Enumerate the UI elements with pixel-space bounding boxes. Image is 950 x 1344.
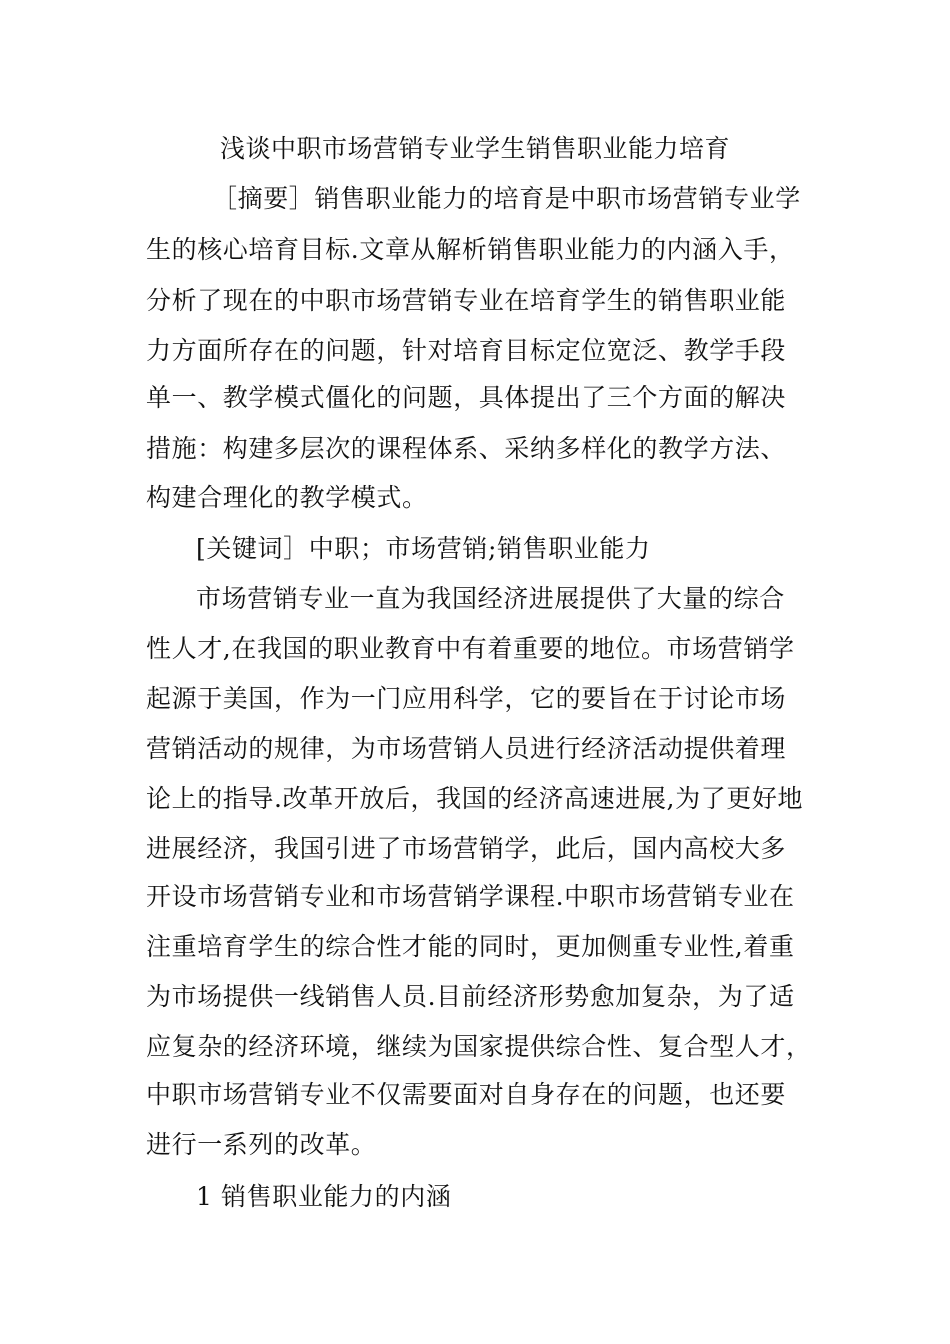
abstract-line: 单一、教学模式僵化的问题，具体提出了三个方面的解决: [146, 383, 787, 412]
section-heading: 1 销售职业能力的内涵: [196, 1182, 452, 1211]
body-line: 开设市场营销专业和市场营销学课程.中职市场营销专业在: [146, 882, 795, 911]
body-line: 注重培育学生的综合性才能的同时，更加侧重专业性,着重: [146, 932, 795, 961]
body-line: 市场营销专业一直为我国经济进展提供了大量的综合: [196, 584, 785, 613]
abstract-line: 生的核心培育目标.文章从解析销售职业能力的内涵入手，: [146, 235, 795, 264]
body-line: 为市场提供一线销售人员.目前经济形势愈加复杂，为了适: [146, 982, 795, 1011]
body-line: 起源于美国，作为一门应用科学，它的要旨在于讨论市场: [146, 684, 787, 713]
body-line: 性人才,在我国的职业教育中有着重要的地位。市场营销学: [146, 634, 795, 663]
abstract-line: 分析了现在的中职市场营销专业在培育学生的销售职业能: [146, 286, 787, 315]
body-line: 论上的指导.改革开放后，我国的经济高速进展,为了更好地: [146, 784, 804, 813]
document-title: 浅谈中职市场营销专业学生销售职业能力培育: [219, 134, 730, 163]
abstract-line: ［摘要］销售职业能力的培育是中职市场营销专业学: [212, 184, 801, 213]
body-line: 中职市场营销专业不仅需要面对自身存在的问题，也还要: [146, 1080, 787, 1109]
keywords-line: [关键词］中职；市场营销;销售职业能力: [196, 534, 651, 563]
body-line: 进展经济，我国引进了市场营销学，此后，国内高校大多: [146, 834, 787, 863]
abstract-line: 力方面所存在的问题，针对培育目标定位宽泛、教学手段: [146, 336, 787, 365]
body-line: 应复杂的经济环境，继续为国家提供综合性、复合型人才，: [146, 1032, 812, 1061]
abstract-line: 措施：构建多层次的课程体系、采纳多样化的教学方法、: [146, 434, 787, 463]
body-line: 营销活动的规律，为市场营销人员进行经济活动提供着理: [146, 734, 787, 763]
abstract-line: 构建合理化的教学模式。: [146, 483, 428, 512]
body-line: 进行一系列的改革。: [146, 1130, 377, 1159]
